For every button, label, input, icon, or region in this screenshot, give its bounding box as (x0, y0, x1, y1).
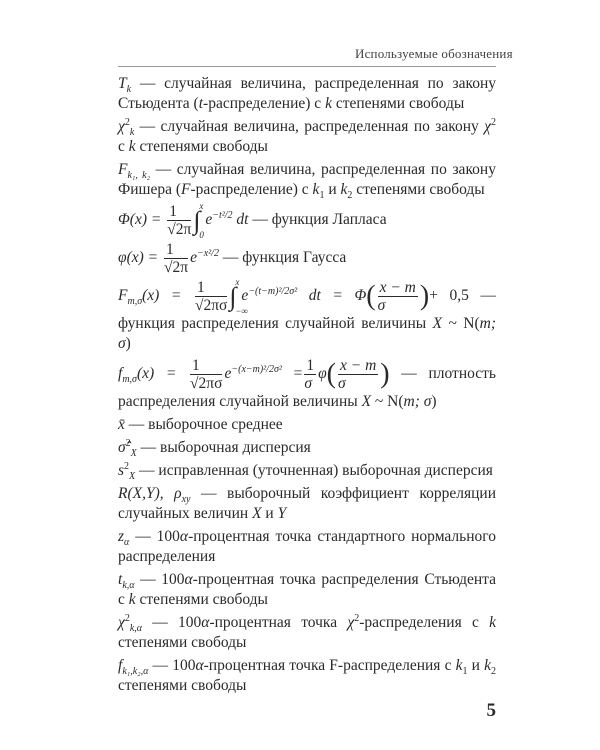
entry-corrected-variance: $s^2_X$ — исправленная (уточненная) выборочная дисперсия (118, 460, 493, 483)
entry-fisher-variable: $F_{k_1, k_2}$ — случайная величина, распределенная по закону Фишера (F-распределение) с $k_1$ и $k_2$ степенями свободы (118, 161, 496, 202)
entry-chi-square-variable: $\chi^2_k$ — случайная величина, распределенная по закону $\chi^2$ с k степенями свободы (118, 116, 496, 155)
entry-normal-cdf: $F_{m,\sigma}(x)$ = $\frac{1}{√2\pi\sigma}$ ∫ x −∞ $e^{-(t-m)^2/2\sigma^2}$ dt = Φ( $\frac{x - m}{\sigma}$ )+ 0,5 — функция распределения случайной величины X ~ N(m; σ) (118, 276, 497, 352)
running-header: Используемые обозначения (355, 46, 513, 61)
notation-list (118, 74, 496, 722)
page-number: 5 (486, 700, 496, 721)
fraction: $\frac{x - m}{\sigma}$ (337, 357, 377, 392)
entry-chi-square-quantile: $\chi^2_{k,\alpha}$ — 100α-процентная точка $\chi^2$-распределения с k степенями свободы (118, 612, 496, 651)
header-rule (118, 66, 496, 67)
entry-sample-mean: x̄ — выборочное среднее (118, 416, 283, 433)
entry-z-quantile: $z_\alpha$ — 100α-процентная точка стандартного нормального распределения (118, 528, 496, 565)
entry-normal-pdf: $f_{m,\sigma}(x)$ = $\frac{1}{√2\pi\sigma}$ $e^{-(x-m)^2/2\sigma^2}$ = $\frac{1}{\sigma}$ φ( $\frac{x - m}{\sigma}$ ) — плотность распределения случайной величины X ~ N(m; σ) (118, 357, 496, 410)
integral-sign: ∫ x 0 (193, 200, 204, 240)
entry-f-quantile: $f_{k_1,k_2,\alpha}$ — 100α-процентная точка F-распределения с $k_1$ и $k_2$ степенями свободы (118, 657, 497, 694)
fraction: $\frac{1}{√2\pi}$ (164, 241, 189, 276)
entry-student-variable: $T_k$ — случайная величина, распределенная по закону Стьюдента (t-распределение) с k степенями свободы (118, 75, 496, 112)
entry-correlation: R(X,Y), $\rho_{xy}$ — выборочный коэффициент корреляции случайных величин X и Y (118, 485, 496, 522)
integral-sign: ∫ x −∞ (229, 276, 248, 316)
fraction: $\frac{1}{√2\pi}$ (167, 203, 192, 238)
entry-gauss-function: φ(x) = $\frac{1}{√2\pi}$ $e^{-x^2/2}$ — функция Гаусса (118, 241, 347, 276)
fraction: $\frac{1}{\sigma}$ (304, 357, 315, 392)
fraction: $\frac{x - m}{\sigma}$ (377, 279, 416, 314)
fraction: $\frac{1}{√2\pi\sigma}$ (190, 357, 223, 392)
entry-sample-variance: σ̂$^2_X$ — выборочная дисперсия (118, 437, 311, 460)
fraction: $\frac{1}{√2\pi\sigma}$ (194, 279, 228, 314)
entry-laplace-function: Φ(x) = $\frac{1}{√2\pi}$ ∫ x 0 $e^{-t^2/2}$ dt — функция Лапласа (118, 200, 387, 240)
entry-t-quantile: $t_{k,\alpha}$ — 100α-процентная точка распределения Стьюдента с k степенями свободы (118, 571, 496, 608)
